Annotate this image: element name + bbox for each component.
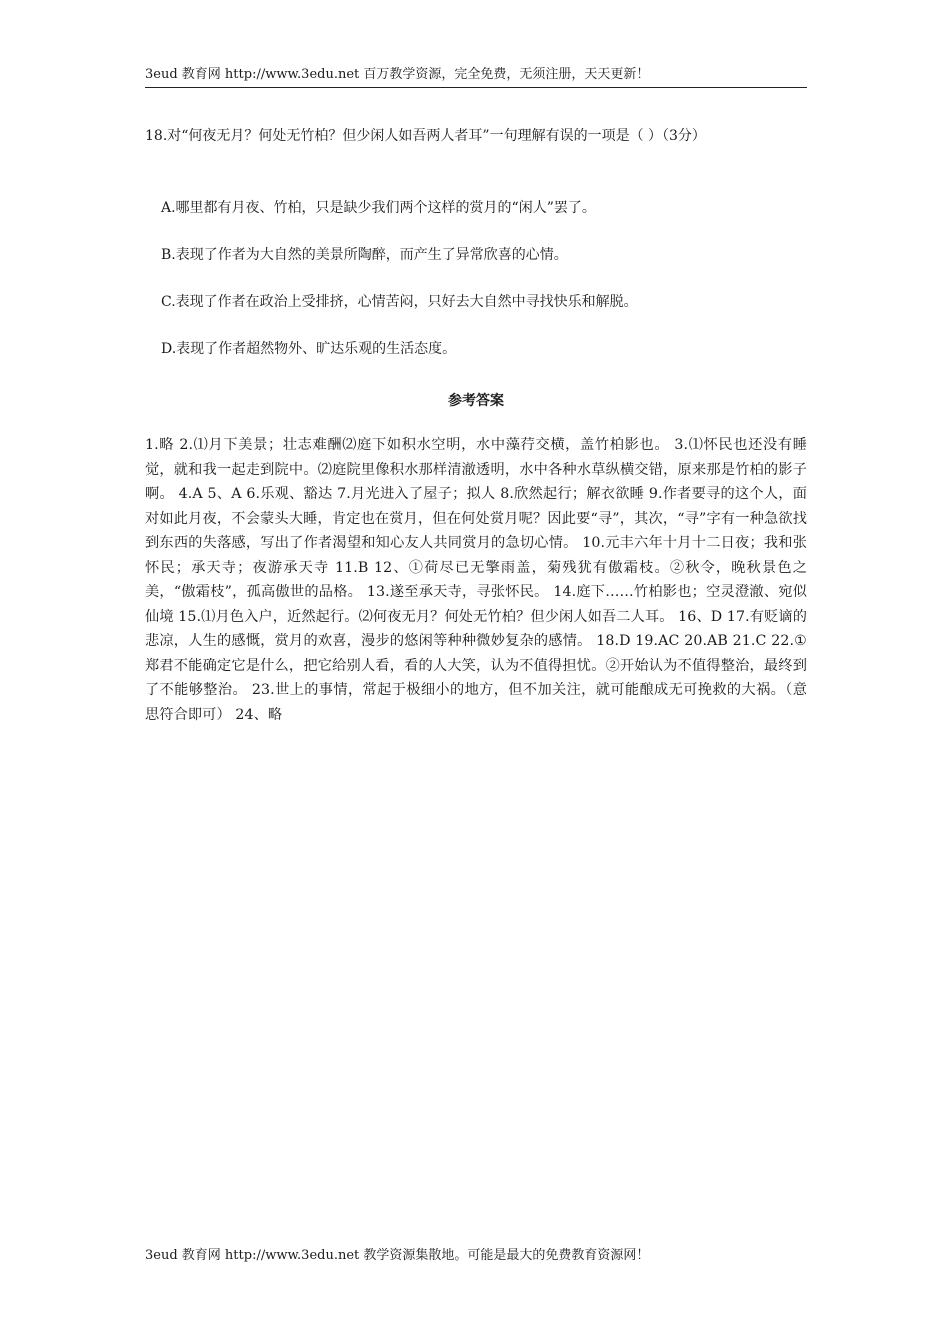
option-a: A.哪里都有月夜、竹柏，只是缺少我们两个这样的赏月的“闲人”罢了。 [161,200,596,216]
answer-key-body: 1.略 2.⑴月下美景；壮志难酬⑵庭下如积水空明，水中藻荇交横，盖竹柏影也。 3.⑴怀民也还没有睡觉，就和我一起走到院中。⑵庭院里像积水那样清澈透明，水中各种水草纵横交错，原来那是竹柏的影子啊。 4.A 5、A 6.乐观、豁达 7.月光进入了屋子；拟人 8.欣然起行；解衣欲睡 9.作者要寻的这个人，面对如此月夜，不会蒙头大睡，肯定也在赏月，但在何处赏月呢？因此要“寻”，其次，“寻”字有一种急欲找到东西的失落感，写出了作者渴望和知心友人共同赏月的急切心情。 10.元丰六年十月十二日夜；我和张怀民；承天寺；夜游承天寺 11.B 12、①荷尽已无擎雨盖，菊残犹有傲霜枝。②秋令，晚秋景色之美，“傲霜枝”，孤高傲世的品格。 13.遂至承天寺，寻张怀民。 14.庭下……竹柏影也；空灵澄澈、宛似仙境 15.⑴月色入户，近然起行。⑵何夜无月？何处无竹柏？但少闲人如吾二人耳。 16、D 17.有贬谪的悲凉，人生的感慨，赏月的欢喜，漫步的悠闲等种种微妙复杂的感情。 18.D 19.AC 20.AB 21.C 22.①郑君不能确定它是什么，把它给别人看，看的人大笑，认为不值得担忧。②开始认为不值得整治，最终到了不能够整治。 23.世上的事情，常起于极细小的地方，但不加关注，就可能酿成无可挽救的大祸。（意思符合即可） 24、略 [145,437,807,723]
answer-key-title: 参考答案 [448,393,504,409]
option-b: B.表现了作者为大自然的美景所陶醉，而产生了异常欣喜的心情。 [161,247,568,263]
page-header: 3eud 教育网 http://www.3edu.net 百万教学资源，完全免费，无须注册，天天更新！ [145,66,807,88]
question-18: 18.对“何夜无月？何处无竹柏？但少闲人如吾两人者耳”一句理解有误的一项是（ ）（3分） [145,128,706,144]
page-footer: 3eud 教育网 http://www.3edu.net 教学资源集散地。可能是最大的免费教育资源网！ [145,1248,650,1263]
option-c: C.表现了作者在政治上受排挤，心情苦闷，只好去大自然中寻找快乐和解脱。 [161,294,638,310]
option-list [161,197,801,385]
option-d: D.表现了作者超然物外、旷达乐观的生活态度。 [161,341,457,357]
